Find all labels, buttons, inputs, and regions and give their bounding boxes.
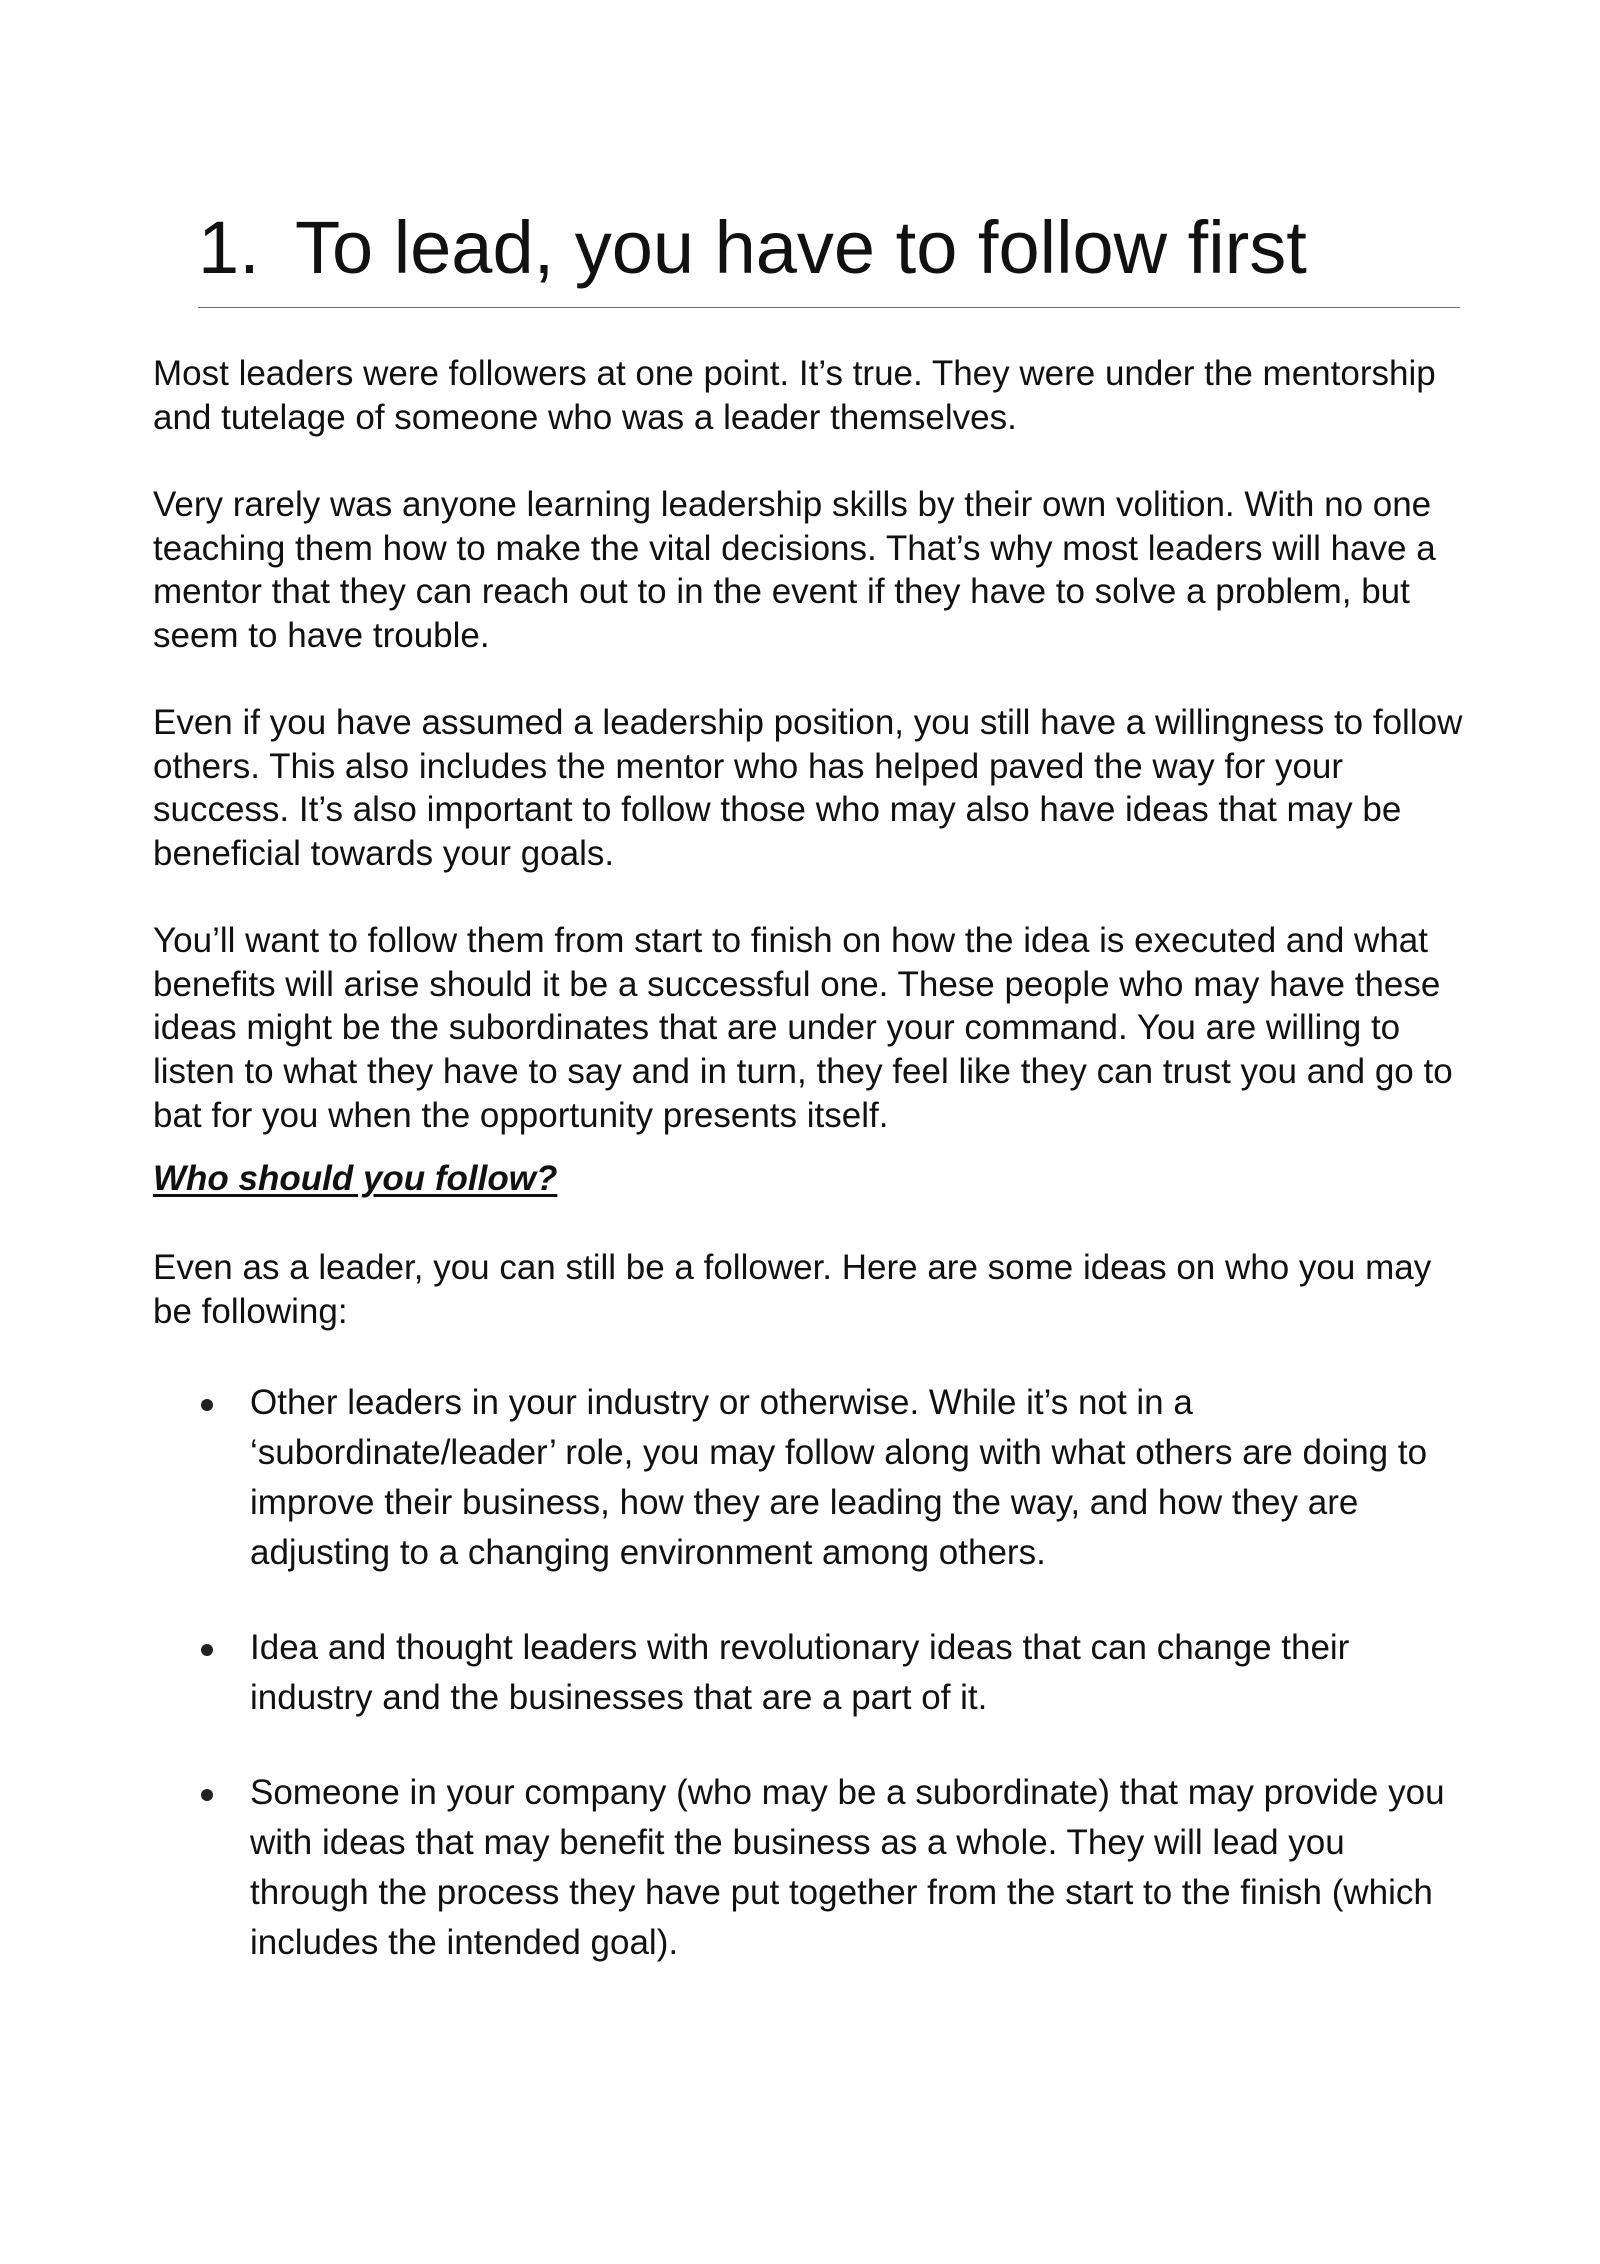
heading-divider — [198, 307, 1460, 308]
section-subheading: Who should you follow? — [153, 1159, 558, 1198]
bullet-icon — [201, 1789, 213, 1801]
bullet-icon — [201, 1399, 213, 1411]
list-item-text: Other leaders in your industry or otherwise. While it’s not in a ‘subordinate/leader’ role, you may follow along with what others are doing to improve their business, how they are leading the way, and how they are adjusting to a changing environment among others. — [250, 1383, 1428, 1572]
bullet-list — [153, 1378, 1473, 2013]
paragraph-4: You’ll want to follow them from start to finish on how the idea is executed and what benefits will arise should it be a successful one. These people who may have these ideas might be the subordinates that are under your command. You are willing to listen to what they have to say and in turn, they feel like they can trust you and go to bat for you when the opportunity presents itself. — [153, 921, 1453, 1135]
list-item — [153, 1623, 1473, 1723]
list-item — [153, 1378, 1473, 1578]
bullet-icon — [201, 1644, 213, 1656]
heading-title: To lead, you have to follow first — [295, 206, 1307, 289]
heading-number: 1. — [198, 206, 260, 289]
page-title — [198, 207, 1460, 290]
list-item-text: Idea and thought leaders with revolutionary ideas that can change their industry and the businesses that are a part of it. — [250, 1628, 1350, 1717]
intro-paragraph: Even as a leader, you can still be a follower. Here are some ideas on who you may be following: — [153, 1248, 1432, 1331]
paragraph-2: Very rarely was anyone learning leadership skills by their own volition. With no one teaching them how to make the vital decisions. That’s why most leaders will have a mentor that they can reach out to in the event if they have to solve a problem, but seem to have trouble. — [153, 485, 1436, 656]
list-item — [153, 1768, 1473, 1968]
list-item-text: Someone in your company (who may be a subordinate) that may provide you with ideas that may benefit the business as a whole. They will lead you through the process they have put together from the start to the finish (which includes the intended goal). — [250, 1773, 1445, 1962]
paragraph-1: Most leaders were followers at one point. It’s true. They were under the mentorship and tutelage of someone who was a leader themselves. — [153, 354, 1436, 437]
paragraph-3: Even if you have assumed a leadership position, you still have a willingness to follow others. This also includes the mentor who has helped paved the way for your success. It’s also important to follow those who may also have ideas that may be beneficial towards your goals. — [153, 703, 1463, 874]
